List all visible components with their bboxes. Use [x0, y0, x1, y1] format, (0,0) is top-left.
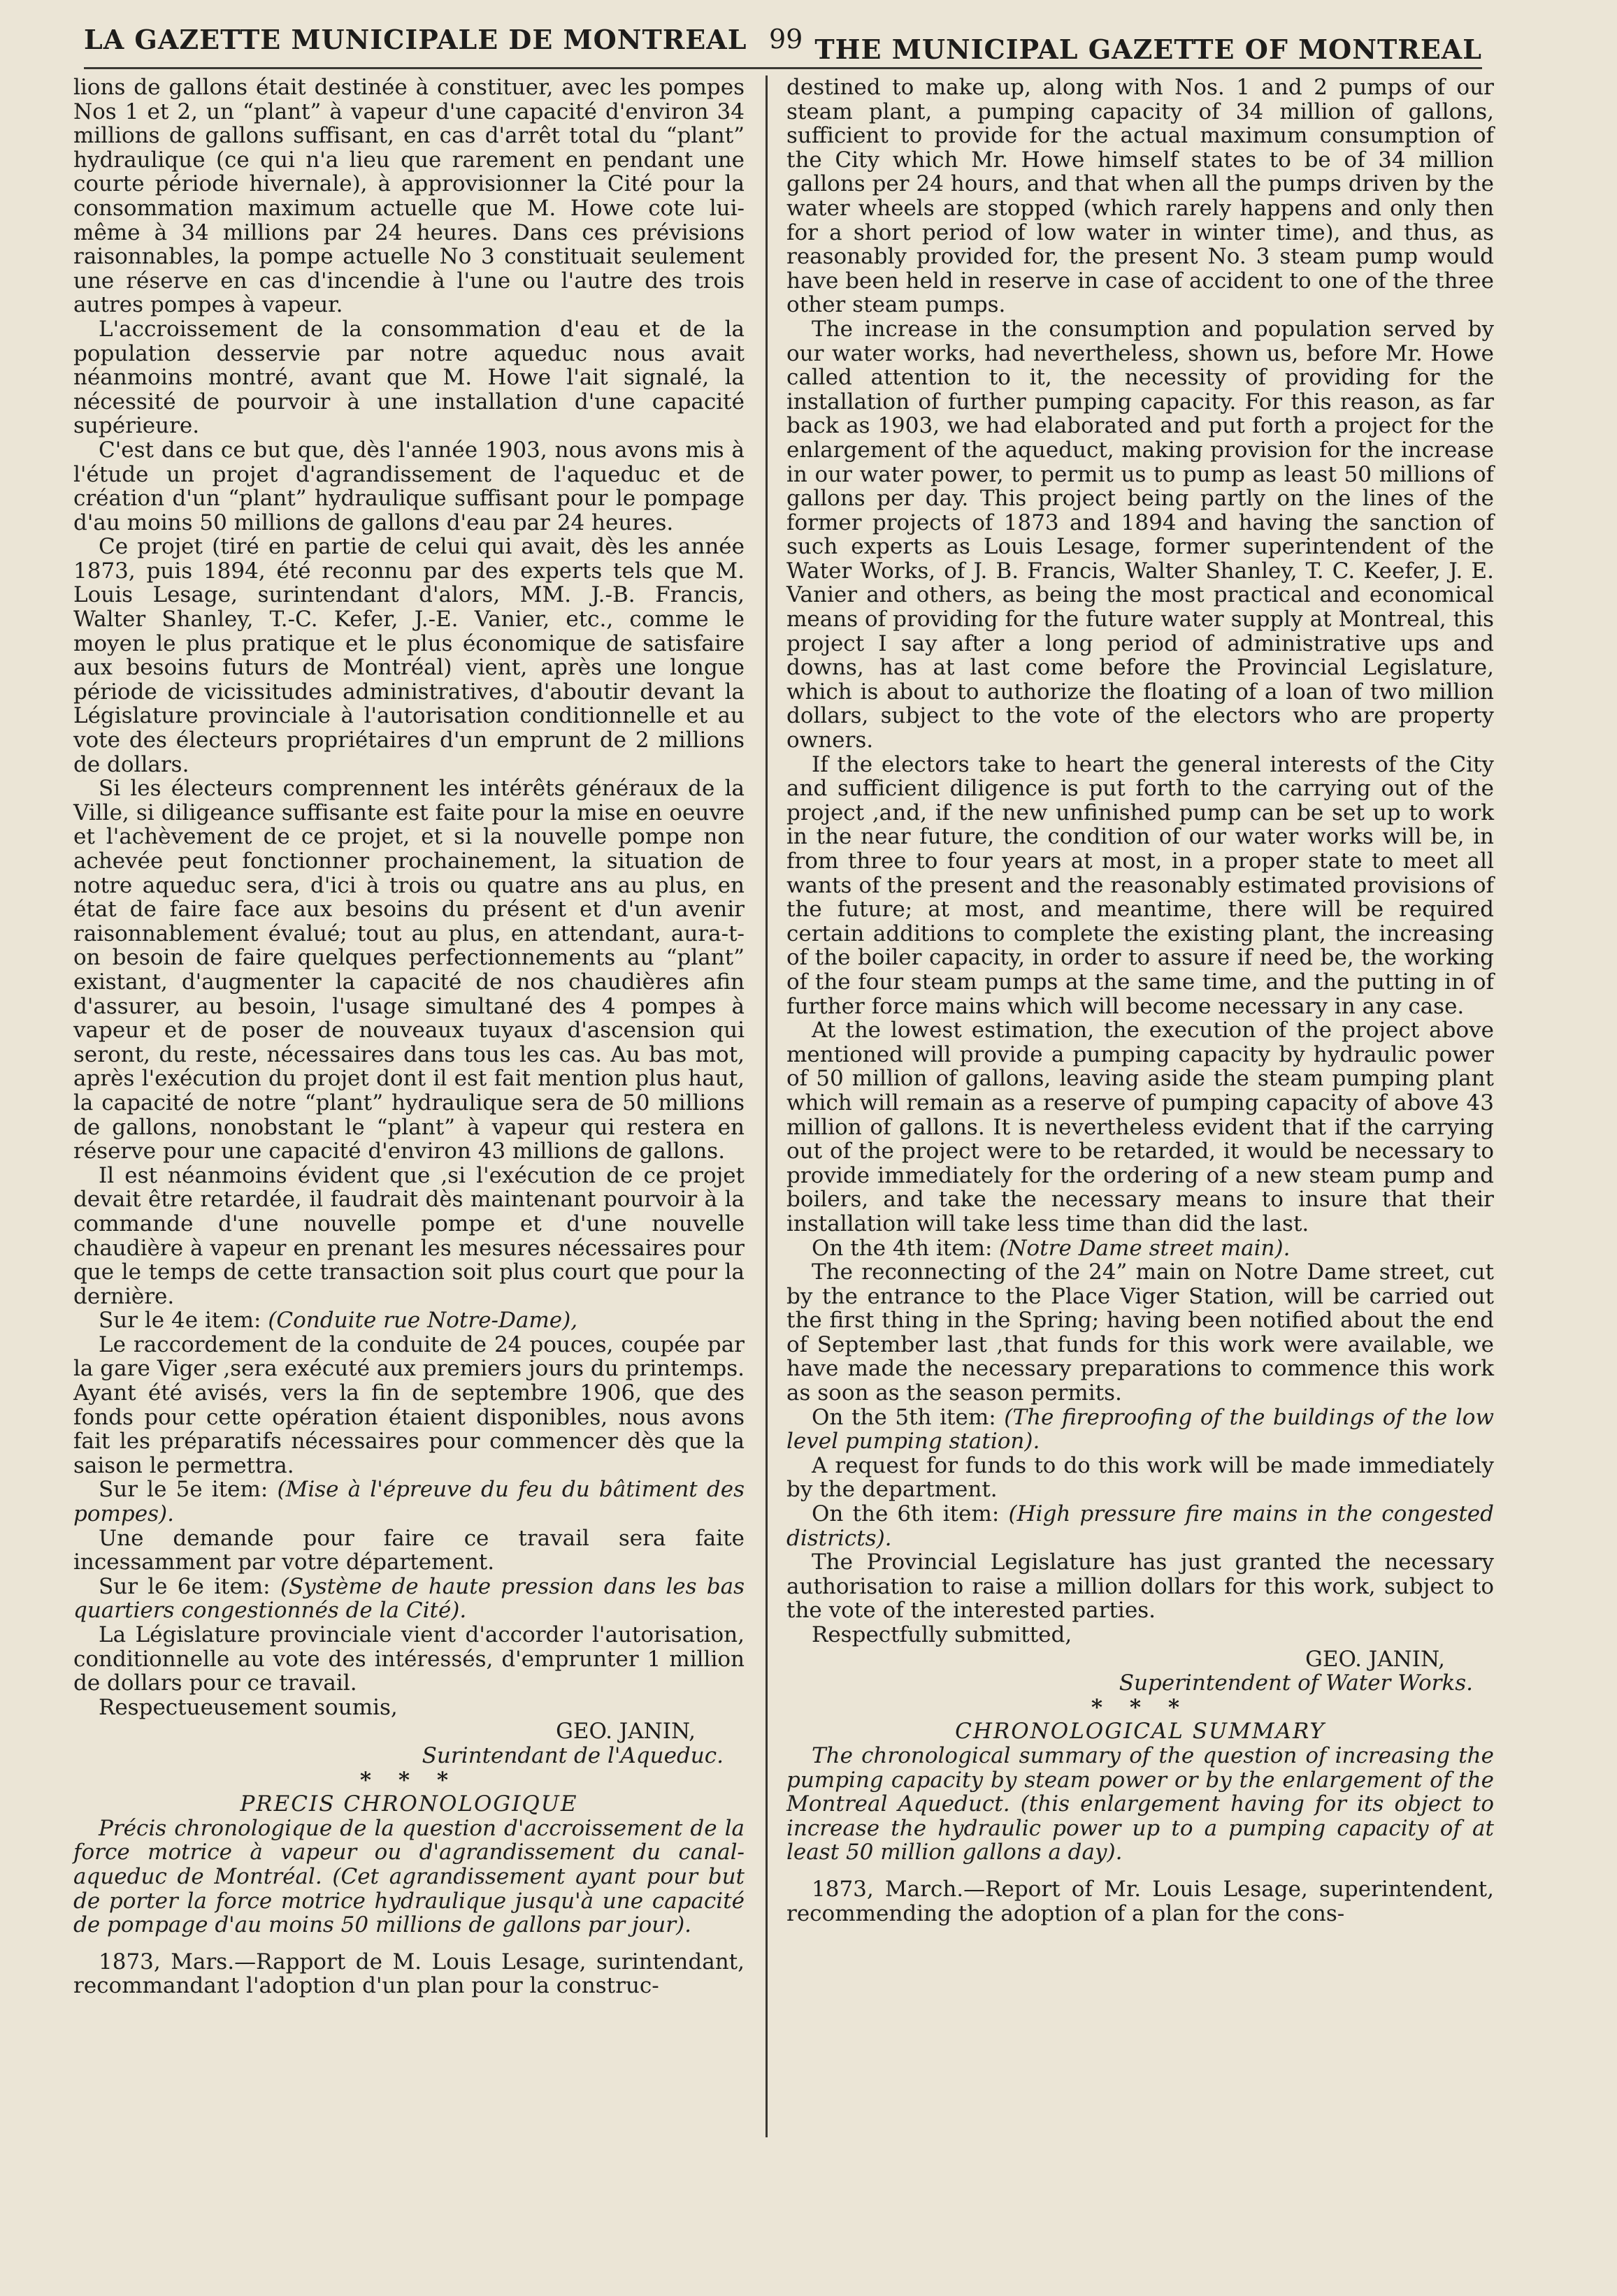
fr-item-prefix: Sur le 5e item: — [99, 1477, 278, 1503]
fr-closing: Respectueusement soumis, — [99, 1694, 398, 1720]
en-item-prefix: On the 4th item: — [812, 1235, 1000, 1261]
header-french-title: LA GAZETTE MUNICIPALE DE MONTREAL — [84, 24, 747, 55]
en-item-prefix: On the 6th item: — [812, 1501, 1009, 1527]
fr-section-intro: Précis chronologique de la question d'accroissement de la force motrice à vapeur ou d'agrandissement du canal-aqueduc de Montréal. (Cet agrandissement ayant pour but de porter la force motrice hydraulique jusqu'à une capacité de pompage d'au moins 50 millions de gallons par jour). — [73, 1815, 745, 1938]
en-paragraph: A request for funds to do this work will be made immediately by the department. — [786, 1452, 1494, 1503]
fr-paragraph: lions de gallons était destinée à constituer, avec les pompes Nos 1 et 2, un “plant” à vapeur d'une capacité d'environ 34 millions de gallons suffisant, en cas d'arrêt total du “plant” hydraulique (ce qui n'a lieu que rarement en pendant une courte période hivernale), à approvisionner la Cité pour la consommation maximum actuelle que M. Howe cote lui-même à 34 millions par 24 heures. Dans ces prévisions raisonnables, la pompe actuelle No 3 constituait seulement une réserve en cas d'incendie à l'une ou l'autre des trois autres pompes à vapeur. — [73, 75, 745, 318]
fr-separator-stars: * * * — [359, 1767, 459, 1793]
en-paragraph: The Provincial Legislature has just granted the necessary authorisation to raise a million dollars for this work, subject to the vote of the interested parties. — [786, 1550, 1494, 1624]
page-header — [84, 20, 1482, 68]
fr-item-prefix: Sur le 4e item: — [99, 1308, 268, 1334]
fr-paragraph: L'accroissement de la consommation d'eau et de la population desservie par notre aqueduc nous avait néanmoins montré, avant que M. Howe l'ait signalé, la nécessité de pourvoir à une installation d'une capacité supérieure. — [73, 316, 745, 439]
fr-paragraph: Une demande pour faire ce travail sera faite incessamment par votre département. — [73, 1525, 745, 1575]
french-column — [73, 75, 745, 1998]
fr-section-title: PRECIS CHRONOLOGIQUE — [240, 1791, 578, 1817]
en-paragraph: The reconnecting of the 24” main on Notre Dame street, cut by the entrance to the Place Viger Station, will be carried out the first thing in the Spring; having been notified about the end of September last ,that funds for this work were available, we have made the necessary preparations to commence this work as soon as the season permits. — [786, 1259, 1494, 1406]
en-signature-title: Superintendent of Water Works. — [1119, 1670, 1473, 1696]
fr-paragraph: Si les électeurs comprennent les intérêts généraux de la Ville, si diligeance suffisante est faite pour la mise en oeuvre et l'achèvement de ce projet, et si la nouvelle pompe non achevée peut fonctionner prochainement, la situation de notre aqueduc sera, d'ici à trois ou quatre ans au plus, en état de faire face aux besoins du présent et d'un avenir raisonnablement évalué; tout au plus, en attendant, aura-t-on besoin de faire quelques perfectionnements au “plant” existant, d'augmenter la capacité de nos chaudières afin d'assurer, au besoin, l'usage simultané des 4 pompes à vapeur et de poser de nouveaux tuyaux d'ascension qui seront, du reste, nécessaires dans tous les cas. Au bas mot, après l'exécution du projet dont il est fait mention plus haut, la capacité de notre “plant” hydraulique sera de 50 millions de gallons, nonobstant le “plant” à vapeur qui restera en réserve pour une capacité d'environ 43 millions de gallons. — [73, 776, 745, 1164]
column-divider — [766, 75, 768, 2137]
en-item-title: (The fireproofing of the buildings of the low level pumping station). — [786, 1404, 1494, 1454]
en-item-prefix: On the 5th item: — [812, 1404, 1005, 1430]
en-section-title: CHRONOLOGICAL SUMMARY — [955, 1719, 1325, 1745]
en-signature-name: GEO. JANIN, — [1305, 1646, 1445, 1672]
fr-item-title: (Conduite rue Notre-Dame), — [268, 1308, 578, 1334]
fr-paragraph: Il est néanmoins évident que ,si l'exécution de ce projet devait être retardée, il faudrait dès maintenant pourvoir à la commande d'une nouvelle pompe et d'une nouvelle chaudière à vapeur en prenant les mesures nécessaires pour que le temps de cette transaction soit plus court que pour la dernière. — [73, 1162, 745, 1309]
en-paragraph: The increase in the consumption and population served by our water works, had nevertheless, shown us, before Mr. Howe called attention to it, the necessity of providing for the installation of further pumping capacity. For this reason, as far back as 1903, we had elaborated and put forth a project for the enlargement of the aqueduct, making provision for the increase in our water power, to permit us to pump as least 50 millions of gallons per day. This project being partly on the lines of the former projects of 1873 and 1894 and having the sanction of such experts as Louis Lesage, former superintendent of the Water Works, of J. B. Francis, Walter Shanley, T. C. Keefer, J. E. Vanier and others, as being the most practical and economical means of providing for the future water supply at Montreal, this project I say after a long period of administrative ups and downs, has at last come before the Provincial Legislature, which is about to authorize the floating of a loan of two million dollars, subject to the vote of the electors who are property owners. — [786, 316, 1494, 753]
fr-item-title: (Mise à l'épreuve du feu du bâtiment des pompes). — [73, 1477, 745, 1527]
english-column — [786, 75, 1494, 1926]
fr-chronology-entry: 1873, Mars.—Rapport de M. Louis Lesage, surintendant, recommandant l'adoption d'un plan pour la construc- — [73, 1949, 745, 1999]
en-item-title: (High pressure fire mains in the congested districts). — [786, 1501, 1494, 1551]
en-paragraph: If the electors take to heart the general interests of the City and sufficient diligence is put forth to the carrying out of the project ,and, if the new unfinished pump can be set up to work in the near future, the condition of our water works will be, in from three to four years at most, in a proper state to meet all wants of the present and the reasonably estimated provisions of the future; at most, and meantime, there will be required certain additions to complete the existing plant, the increasing of the boiler capacity, in order to assure if need be, the working of the four steam pumps at the same time, and the putting in of further force mains which will become necessary in any case. — [786, 751, 1494, 1019]
fr-paragraph: La Législature provinciale vient d'accorder l'autorisation, conditionnelle au vote des intéressés, d'emprunter 1 million de dollars pour ce travail. — [73, 1622, 745, 1696]
fr-paragraph: C'est dans ce but que, dès l'année 1903, nous avons mis à l'étude un projet d'agrandissement de l'aqueduc et de création d'un “plant” hydraulique suffisant pour le pompage d'au moins 50 millions de gallons d'eau par 24 heures. — [73, 437, 745, 535]
en-item-title: (Notre Dame street main). — [999, 1235, 1291, 1261]
en-section-intro: The chronological summary of the question of increasing the pumping capacity by steam power or by the enlargement of the Montreal Aqueduct. (this enlargement having for its object to increase the hydraulic power up to a pumping capacity of at least 50 million gallons a day). — [786, 1742, 1494, 1865]
en-separator-stars: * * * — [1091, 1694, 1190, 1720]
en-chronology-entry: 1873, March.—Report of Mr. Louis Lesage, superintendent, recommending the adoption of a plan for the cons- — [786, 1876, 1494, 1926]
fr-item-heading — [73, 1308, 745, 1333]
en-paragraph: At the lowest estimation, the execution of the project above mentioned will provide a pumping capacity by hydraulic power of 50 million of gallons, leaving aside the steam pumping plant which will remain as a reserve of pumping capacity of above 43 million of gallons. It is nevertheless evident that if the carrying out of the project were to be retarded, it would be necessary to provide immediately for the ordering of a new steam pump and boilers, and take the necessary means to insure that their installation will take less time than did the last. — [786, 1018, 1494, 1236]
fr-signature-name: GEO. JANIN, — [556, 1719, 696, 1745]
header-rule — [84, 67, 1482, 69]
fr-signature-title: Surintendant de l'Aqueduc. — [422, 1742, 724, 1768]
page-number: 99 — [769, 24, 803, 55]
en-item-heading — [786, 1236, 1494, 1261]
fr-item-title: (Système de haute pression dans les bas quartiers congestionnés de la Cité). — [73, 1573, 745, 1624]
en-paragraph: destined to make up, along with Nos. 1 and 2 pumps of our steam plant, a pumping capacity of 34 million of gallons, sufficient to provide for the actual maximum consumption of the City which Mr. Howe himself states to be of 34 million gallons per 24 hours, and that when all the pumps driven by the water wheels are stopped (which rarely happens and only then for a short period of low water in winter time), and thus, as reasonably provided for, the present No. 3 steam pump would have been held in reserve in case of accident to one of the three other steam pumps. — [786, 75, 1494, 318]
fr-paragraph: Ce projet (tiré en partie de celui qui avait, dès les année 1873, puis 1894, été reconnu par des experts tels que M. Louis Lesage, surintendant d'alors, MM. J.-B. Francis, Walter Shanley, T.-C. Kefer, J.-E. Vanier, etc., comme le moyen le plus pratique et le plus économique de satisfaire aux besoins futurs de Montréal) vient, après une longue période de vicissitudes administratives, d'aboutir devant la Législature provinciale à l'autorisation conditionnelle et au vote des électeurs propriétaires d'un emprunt de 2 millions de dollars. — [73, 534, 745, 777]
en-closing: Respectfully submitted, — [812, 1622, 1072, 1647]
fr-item-heading — [73, 1575, 745, 1623]
en-item-heading — [786, 1502, 1494, 1550]
en-item-heading — [786, 1406, 1494, 1454]
header-english-title: THE MUNICIPAL GAZETTE OF MONTREAL — [814, 34, 1482, 65]
fr-item-heading — [73, 1478, 745, 1526]
fr-item-prefix: Sur le 6e item: — [99, 1573, 280, 1599]
fr-paragraph: Le raccordement de la conduite de 24 pouces, coupée par la gare Viger ,sera exécuté aux premiers jours du printemps. Ayant été avisés, vers la fin de septembre 1906, que des fonds pour cette opération étaient disponibles, nous avons fait les préparatifs nécessaires pour commencer dès que la saison le permettra. — [73, 1331, 745, 1478]
